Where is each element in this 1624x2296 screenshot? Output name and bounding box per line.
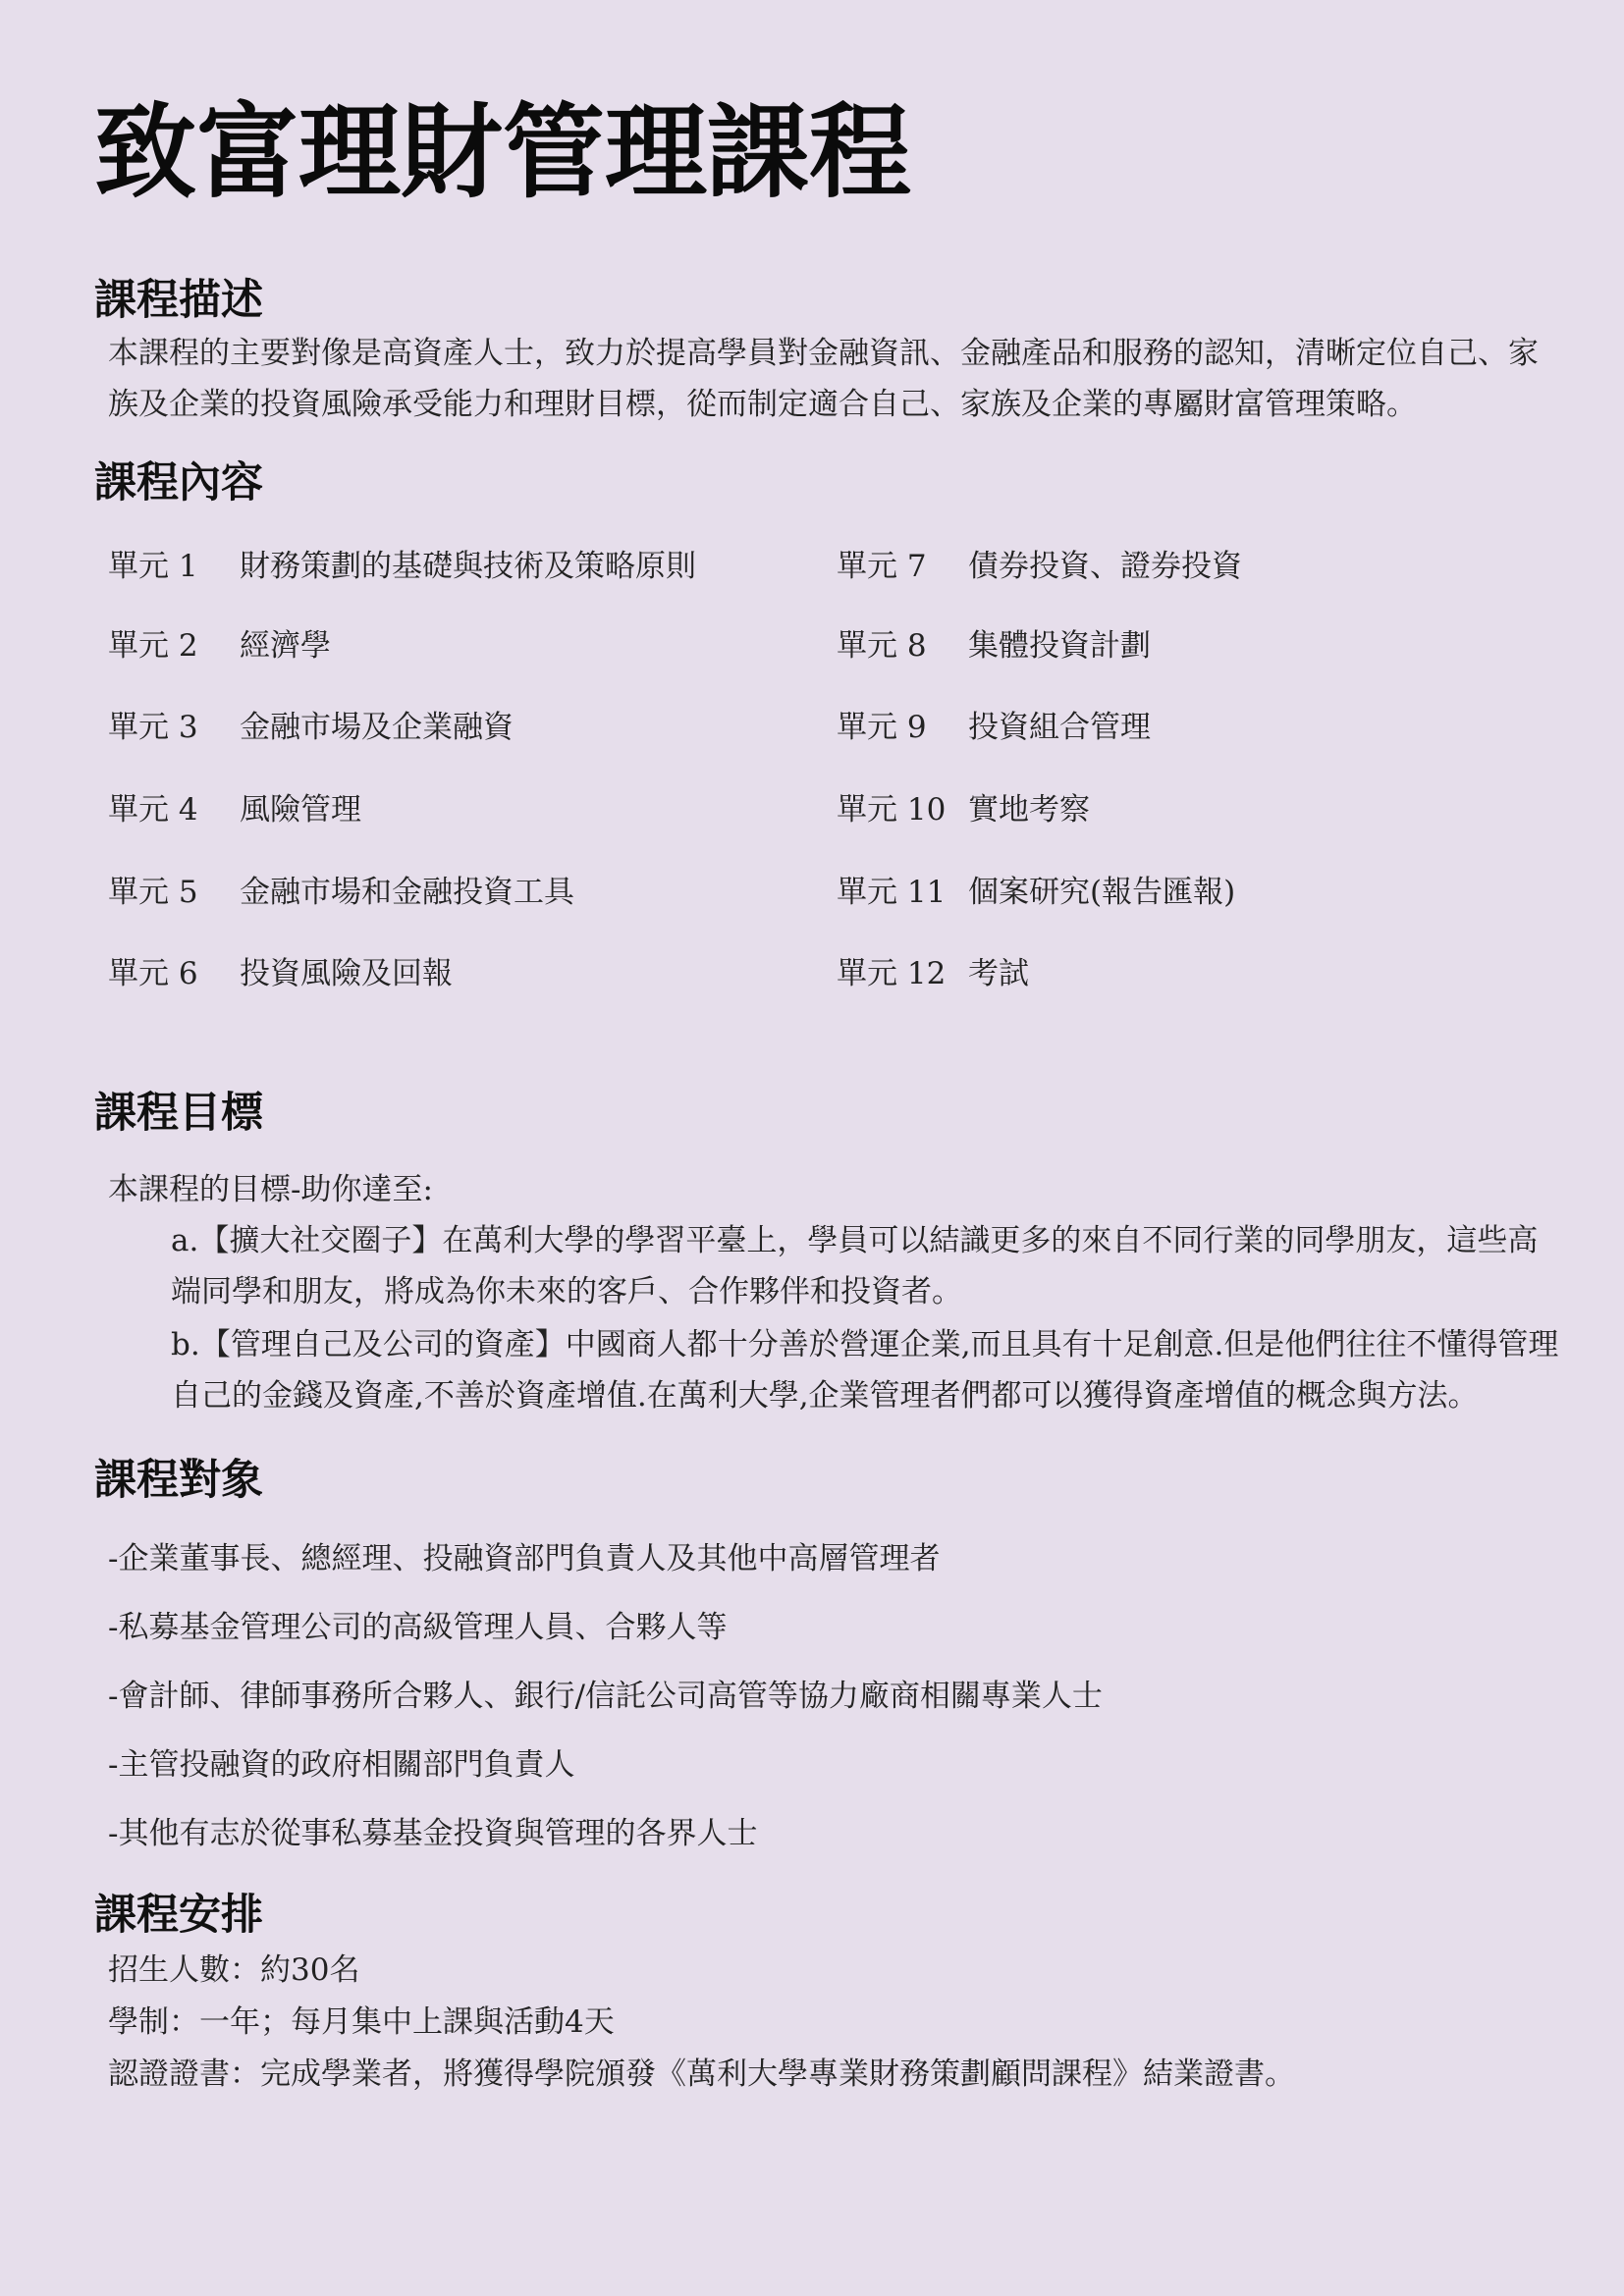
unit-number: 單元 5 <box>108 875 198 910</box>
unit-number: 單元 2 <box>108 628 198 664</box>
unit-name: 債券投資、證券投資 <box>968 549 1242 584</box>
description-text: 本課程的主要對像是高資產人士，致力於提高學員對金融資訊、金融產品和服務的認知，清晰定位自己、家族及企業的投資風險承受能力和理財目標，從而制定適合自己、家族及企業的專屬財富管理策略。 <box>108 336 1539 422</box>
audience-item: -會計師、律師事務所合夥人、銀行/信託公司高管等協力廠商相關專業人士 <box>108 1679 1103 1714</box>
section-heading-objectives: 課程目標 <box>94 1089 263 1138</box>
audience-item: -企業董事長、總經理、投融資部門負責人及其他中高層管理者 <box>108 1541 941 1576</box>
objective-label: 【管理自己及公司的資產】 <box>199 1327 566 1362</box>
section-heading-description: 課程描述 <box>94 276 263 325</box>
unit-name: 考試 <box>968 956 1029 991</box>
unit-number: 單元 6 <box>108 956 198 991</box>
unit-number: 單元 11 <box>837 875 947 910</box>
unit-name: 集體投資計劃 <box>968 628 1151 664</box>
unit-item <box>837 790 1090 829</box>
unit-number: 單元 8 <box>837 628 927 664</box>
objective-text: 在萬利大學的學習平臺上，學員可以結識更多的來自不同行業的同學朋友，這些高端同學和朋友，將成為你未來的客戶、合作夥伴和投資者。 <box>171 1223 1539 1309</box>
unit-item <box>108 873 574 912</box>
unit-number: 單元 3 <box>108 710 198 745</box>
unit-number: 單元 12 <box>837 956 947 991</box>
unit-item <box>108 790 361 829</box>
schedule-item-duration: 學制：一年；每月集中上課與活動4天 <box>108 2004 615 2040</box>
schedule-item-enrollment: 招生人數：約30名 <box>108 1952 360 1988</box>
unit-number: 單元 7 <box>837 549 927 584</box>
section-heading-content: 課程內容 <box>94 458 263 507</box>
unit-name: 投資風險及回報 <box>240 956 453 991</box>
unit-name: 風險管理 <box>240 792 361 828</box>
unit-item <box>837 708 1151 747</box>
schedule-item-certificate: 認證證書：完成學業者，將獲得學院頒發《萬利大學專業財務策劃顧問課程》結業證書。 <box>108 2056 1295 2092</box>
objective-prefix: b. <box>171 1327 200 1362</box>
unit-number: 單元 4 <box>108 792 198 828</box>
audience-item: -私募基金管理公司的高級管理人員、合夥人等 <box>108 1610 728 1645</box>
objective-prefix: a. <box>171 1223 199 1258</box>
unit-number: 單元 1 <box>108 549 198 584</box>
unit-item <box>108 626 331 666</box>
unit-name: 實地考察 <box>968 792 1090 828</box>
section-heading-schedule: 課程安排 <box>94 1891 263 1940</box>
unit-item <box>837 547 1242 586</box>
page-title: 致富理財管理課程 <box>94 92 912 212</box>
unit-name: 金融市場及企業融資 <box>240 710 514 745</box>
unit-item <box>837 954 1029 993</box>
audience-item: -其他有志於從事私募基金投資與管理的各界人士 <box>108 1816 758 1851</box>
unit-item <box>108 708 514 747</box>
objective-text: 中國商人都十分善於營運企業,而且具有十足創意.但是他們往往不懂得管理自己的金錢及資產,不善於資產增值.在萬利大學,企業管理者們都可以獲得資產增值的概念與方法。 <box>171 1327 1559 1414</box>
unit-item <box>837 626 1151 666</box>
objectives-intro: 本課程的目標-助你達至: <box>108 1172 433 1207</box>
unit-name: 金融市場和金融投資工具 <box>240 875 574 910</box>
unit-name: 財務策劃的基礎與技術及策略原則 <box>240 549 696 584</box>
unit-number: 單元 9 <box>837 710 927 745</box>
unit-item <box>108 954 453 993</box>
unit-name: 個案研究(報告匯報) <box>968 875 1236 910</box>
unit-name: 投資組合管理 <box>968 710 1151 745</box>
objective-item-b <box>171 1319 1565 1421</box>
audience-item: -主管投融資的政府相關部門負責人 <box>108 1747 575 1783</box>
objective-label: 【擴大社交圈子】 <box>198 1223 443 1258</box>
unit-item <box>837 873 1235 912</box>
unit-name: 經濟學 <box>240 628 331 664</box>
unit-item <box>108 547 696 586</box>
unit-number: 單元 10 <box>837 792 947 828</box>
section-heading-audience: 課程對象 <box>94 1456 263 1505</box>
objective-item-a <box>171 1215 1565 1317</box>
